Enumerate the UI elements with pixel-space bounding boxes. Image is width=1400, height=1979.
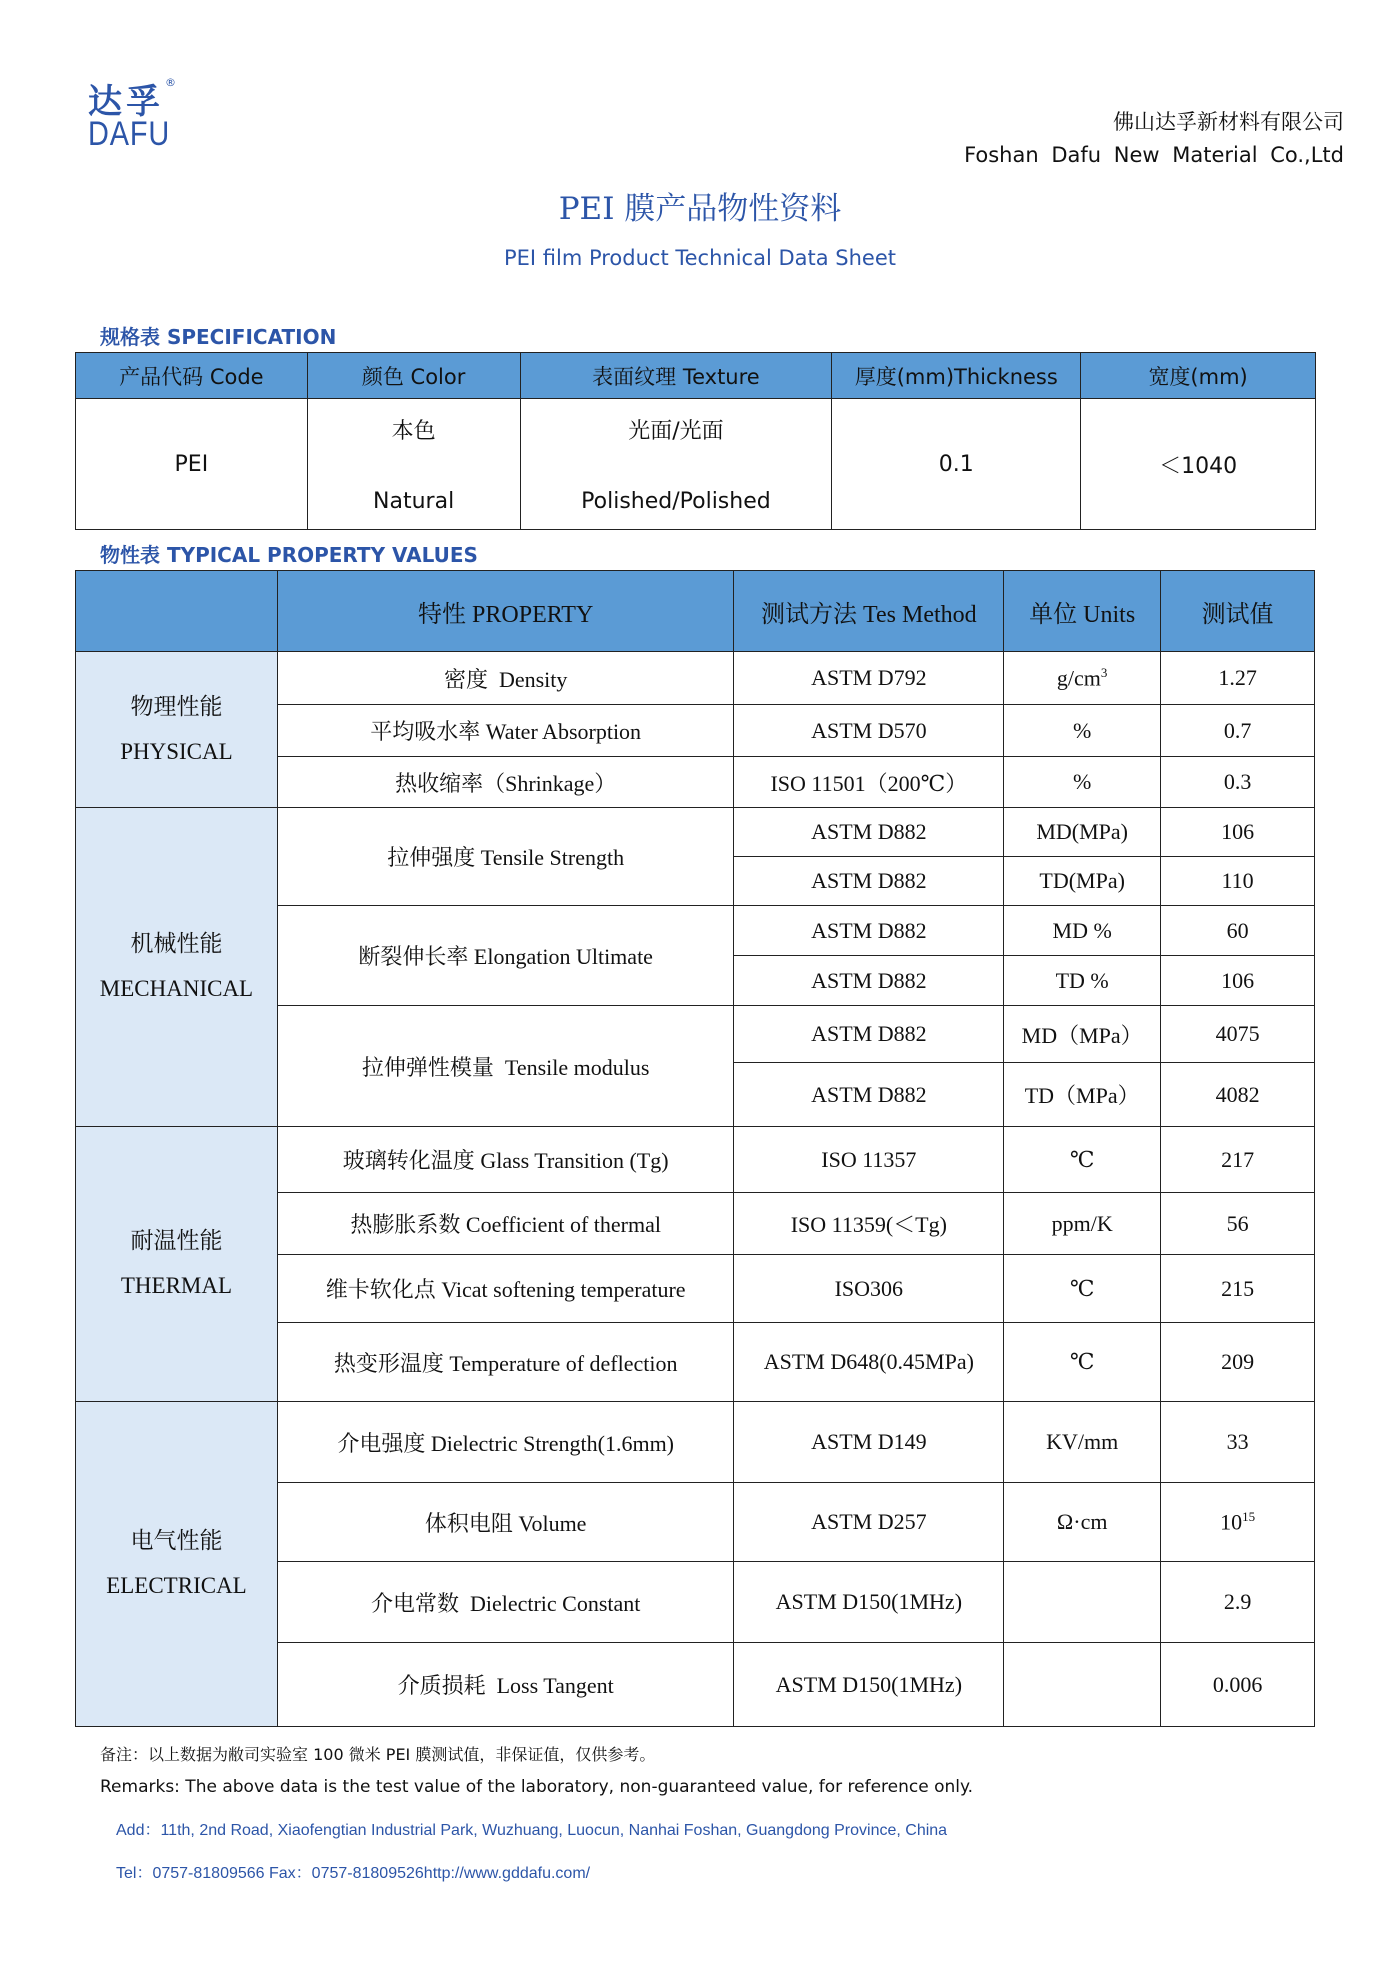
test-method: ASTM D882: [734, 1006, 1004, 1063]
table-row: [76, 1127, 1315, 1193]
property-name: 拉伸弹性模量 Tensile modulus: [277, 1006, 734, 1127]
test-method: ISO 11359(＜Tg): [734, 1193, 1004, 1255]
spec-header-color: 颜色 Color: [307, 353, 520, 399]
test-value: 110: [1161, 857, 1315, 906]
test-method: ASTM D792: [734, 652, 1004, 705]
property-name: 拉伸强度 Tensile Strength: [277, 808, 734, 906]
company-contact: Tel：0757-81809566 Fax：0757-81809526http://www.gddafu.com/: [116, 1865, 591, 1882]
spec-color-cn: 本色: [391, 419, 436, 444]
unit: ℃: [1004, 1255, 1161, 1323]
unit: TD（MPa）: [1004, 1063, 1161, 1127]
table-row: [76, 1402, 1315, 1483]
test-value: 217: [1161, 1127, 1315, 1193]
property-name: 平均吸水率 Water Absorption: [277, 705, 734, 757]
test-value: 60: [1161, 906, 1315, 956]
table-row: [76, 652, 1315, 705]
test-method: ASTM D149: [734, 1402, 1004, 1483]
unit: $g/cm^3$: [1004, 652, 1161, 705]
unit: TD %: [1004, 956, 1161, 1006]
test-method: ASTM D150(1MHz): [734, 1643, 1004, 1727]
property-name: 热变形温度 Temperature of deflection: [277, 1323, 734, 1402]
unit: [1004, 1562, 1161, 1643]
test-value: 56: [1161, 1193, 1315, 1255]
property-name: 介质损耗 Loss Tangent: [277, 1643, 734, 1727]
prop-header-category: [76, 571, 278, 652]
spec-header-row: [76, 353, 1316, 399]
unit: ppm/K: [1004, 1193, 1161, 1255]
spec-color: [307, 399, 520, 530]
test-method: ASTM D882: [734, 956, 1004, 1006]
test-value: 0.3: [1161, 757, 1315, 808]
test-method: ISO 11357: [734, 1127, 1004, 1193]
test-method: ISO 11501（200℃）: [734, 757, 1004, 808]
prop-header-method: 测试方法 Tes Method: [734, 571, 1004, 652]
test-value: 106: [1161, 808, 1315, 857]
unit: [1004, 1643, 1161, 1727]
unit: MD（MPa）: [1004, 1006, 1161, 1063]
test-value: 1.27: [1161, 652, 1315, 705]
prop-header-property: 特性 PROPERTY: [277, 571, 734, 652]
remarks-en: Remarks: The above data is the test value of the laboratory, non-guaranteed value, for reference only.: [100, 1777, 974, 1797]
test-method: ISO306: [734, 1255, 1004, 1323]
test-value: 4082: [1161, 1063, 1315, 1127]
test-value: 209: [1161, 1323, 1315, 1402]
company-name-en: Foshan Dafu New Material Co.,Ltd: [964, 143, 1344, 167]
test-value: 0.7: [1161, 705, 1315, 757]
category-electrical: 电气性能 ELECTRICAL: [76, 1402, 278, 1727]
test-value: 2.9: [1161, 1562, 1315, 1643]
document-title-cn: PEI 膜产品物性资料: [558, 191, 842, 227]
unit: Ω·cm: [1004, 1483, 1161, 1562]
unit: MD %: [1004, 906, 1161, 956]
property-name: 玻璃转化温度 Glass Transition (Tg): [277, 1127, 734, 1193]
unit: TD(MPa): [1004, 857, 1161, 906]
spec-width: ＜1040: [1081, 399, 1316, 530]
property-name: 热收缩率（Shrinkage）: [277, 757, 734, 808]
logo-english: DAFU: [88, 115, 171, 153]
remarks-cn: 备注：以上数据为敝司实验室 100 微米 PEI 膜测试值，非保证值，仅供参考。: [100, 1745, 656, 1764]
property-name: 介电常数 Dielectric Constant: [277, 1562, 734, 1643]
category-physical: 物理性能 PHYSICAL: [76, 652, 278, 808]
spec-thickness: 0.1: [832, 399, 1081, 530]
test-value: 4075: [1161, 1006, 1315, 1063]
spec-header-texture: 表面纹理 Texture: [520, 353, 832, 399]
spec-code: PEI: [76, 399, 308, 530]
test-method: ASTM D257: [734, 1483, 1004, 1562]
spec-texture-cn: 光面/光面: [628, 419, 724, 444]
logo-chinese: 达孚: [88, 82, 164, 122]
spec-texture-en: Polished/Polished: [581, 489, 771, 514]
test-value: 215: [1161, 1255, 1315, 1323]
test-value: $10^{15}$: [1161, 1483, 1315, 1562]
property-name: 介电强度 Dielectric Strength(1.6mm): [277, 1402, 734, 1483]
prop-header-row: [76, 571, 1315, 652]
property-name: 维卡软化点 Vicat softening temperature: [277, 1255, 734, 1323]
spec-data-row: [76, 399, 1316, 530]
property-name: 热膨胀系数 Coefficient of thermal: [277, 1193, 734, 1255]
spec-header-thickness: 厚度(mm)Thickness: [832, 353, 1081, 399]
category-mechanical: 机械性能 MECHANICAL: [76, 808, 278, 1127]
spec-color-en: Natural: [373, 489, 455, 514]
specification-heading: 规格表 SPECIFICATION: [100, 325, 337, 349]
spec-header-code: 产品代码 Code: [76, 353, 308, 399]
test-method: ASTM D882: [734, 808, 1004, 857]
test-value: 0.006: [1161, 1643, 1315, 1727]
test-method: ASTM D882: [734, 1063, 1004, 1127]
unit: KV/mm: [1004, 1402, 1161, 1483]
property-name: 体积电阻 Volume: [277, 1483, 734, 1562]
company-address: Add：11th, 2nd Road, Xiaofengtian Industrial Park, Wuzhuang, Luocun, Nanhai Foshan, Guangdong Province, China: [116, 1822, 948, 1839]
test-method: ASTM D882: [734, 857, 1004, 906]
test-method: ASTM D882: [734, 906, 1004, 956]
unit: %: [1004, 705, 1161, 757]
company-name-cn: 佛山达孚新材料有限公司: [1113, 110, 1344, 134]
test-method: ASTM D150(1MHz): [734, 1562, 1004, 1643]
test-method: ASTM D648(0.45MPa): [734, 1323, 1004, 1402]
unit: %: [1004, 757, 1161, 808]
prop-header-units: 单位 Units: [1004, 571, 1161, 652]
prop-header-value: 测试值: [1161, 571, 1315, 652]
specification-table: [75, 352, 1316, 530]
test-value: 106: [1161, 956, 1315, 1006]
test-method: ASTM D570: [734, 705, 1004, 757]
properties-heading: 物性表 TYPICAL PROPERTY VALUES: [100, 543, 478, 567]
category-thermal: 耐温性能 THERMAL: [76, 1127, 278, 1402]
property-name: 密度 Density: [277, 652, 734, 705]
properties-table: [75, 570, 1315, 1727]
spec-texture: [520, 399, 832, 530]
registered-mark: ®: [165, 76, 176, 89]
document-title-en: PEI film Product Technical Data Sheet: [503, 246, 897, 270]
test-value: 33: [1161, 1402, 1315, 1483]
table-row: [76, 808, 1315, 857]
property-name: 断裂伸长率 Elongation Ultimate: [277, 906, 734, 1006]
unit: ℃: [1004, 1127, 1161, 1193]
spec-header-width: 宽度(mm): [1081, 353, 1316, 399]
unit: ℃: [1004, 1323, 1161, 1402]
unit: MD(MPa): [1004, 808, 1161, 857]
